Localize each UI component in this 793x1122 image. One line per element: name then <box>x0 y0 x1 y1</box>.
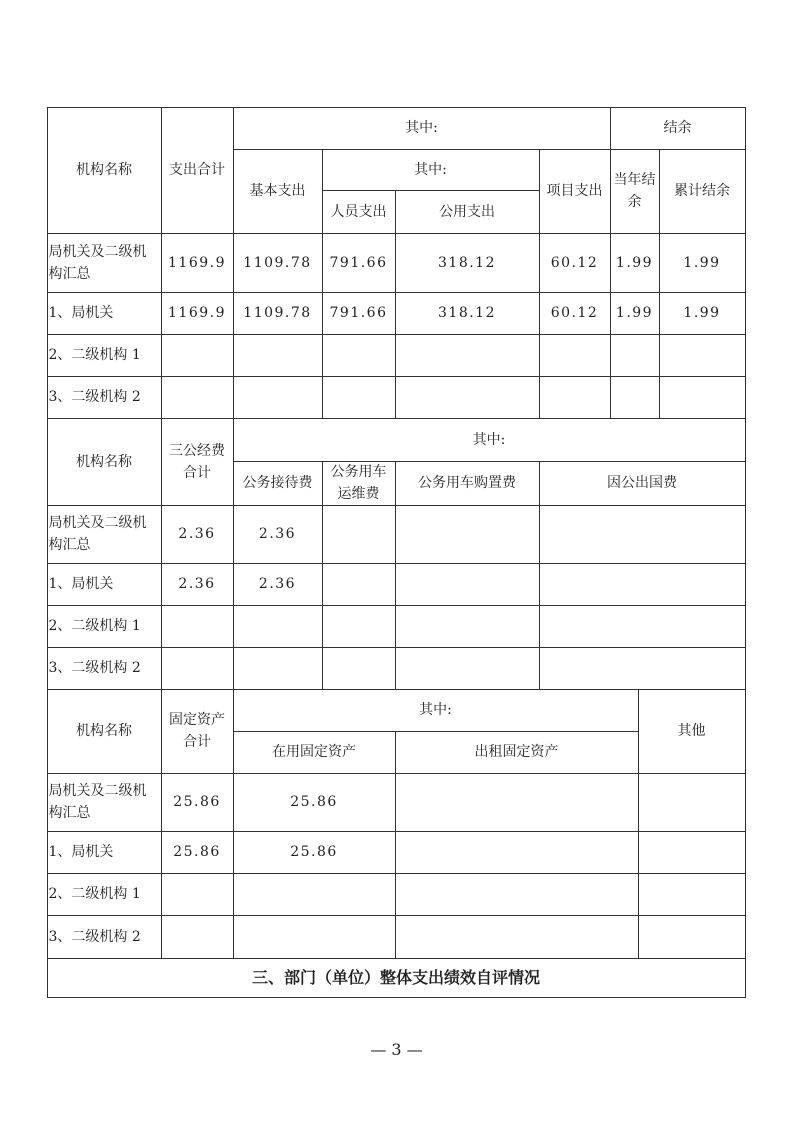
table-cell <box>161 376 234 419</box>
section-title: 三、部门（单位）整体支出绩效自评情况 <box>47 958 746 998</box>
table-cell: 60.12 <box>539 292 611 335</box>
table-cell <box>395 873 639 916</box>
table-cell <box>395 376 540 419</box>
table-cell <box>161 915 234 959</box>
table-cell: 2.36 <box>233 505 323 564</box>
row-org-name: 2、二级机构 1 <box>47 334 162 377</box>
row-org-name: 1、局机关 <box>47 831 162 874</box>
table-cell: 25.86 <box>161 773 234 832</box>
table-cell <box>610 334 660 377</box>
table-cell: 2.36 <box>161 505 234 564</box>
table-cell <box>322 334 396 377</box>
table-cell <box>638 915 746 959</box>
table-cell: 1109.78 <box>233 233 323 293</box>
table-cell <box>161 334 234 377</box>
row-org-name: 3、二级机构 2 <box>47 376 162 419</box>
table-cell <box>395 605 540 648</box>
table-cell <box>233 334 323 377</box>
table-cell <box>322 563 396 606</box>
table-cell: 1109.78 <box>233 292 323 335</box>
header-fixed-assets-total: 固定资产合计 <box>161 689 234 774</box>
table-cell <box>395 915 639 959</box>
table-cell <box>322 647 396 690</box>
table-cell <box>539 605 746 648</box>
row-org-name: 局机关及二级机构汇总 <box>47 233 162 293</box>
table-cell <box>233 647 323 690</box>
table-cell: 25.86 <box>233 831 396 874</box>
header-public-expenditure: 公用支出 <box>395 190 540 234</box>
table-cell <box>161 873 234 916</box>
table-cell <box>539 505 746 564</box>
table-cell <box>395 563 540 606</box>
table-cell: 1.99 <box>610 233 660 293</box>
table-cell <box>659 376 746 419</box>
header-overseas-fee: 因公出国费 <box>539 461 746 506</box>
table-cell <box>395 831 639 874</box>
table-cell <box>610 376 660 419</box>
table-cell <box>322 505 396 564</box>
header-car-purchase-fee: 公务用车购置费 <box>395 461 540 506</box>
header-in-use-assets: 在用固定资产 <box>233 731 396 774</box>
table-cell: 318.12 <box>395 292 540 335</box>
table-cell: 25.86 <box>161 831 234 874</box>
table-cell <box>395 334 540 377</box>
header-three-public-total: 三公经费合计 <box>161 418 234 506</box>
table-cell: 1169.9 <box>161 233 234 293</box>
table-cell: 1.99 <box>610 292 660 335</box>
table-cell <box>539 376 611 419</box>
header-rented-assets: 出租固定资产 <box>395 731 639 774</box>
header-basic-expenditure: 基本支出 <box>233 149 323 234</box>
table-cell: 25.86 <box>233 773 396 832</box>
row-org-name: 局机关及二级机构汇总 <box>47 505 162 564</box>
table-cell: 1.99 <box>659 292 746 335</box>
table-cell <box>322 605 396 648</box>
table-cell <box>233 873 396 916</box>
header-org-name: 机构名称 <box>47 689 162 774</box>
header-balance: 结余 <box>610 107 746 150</box>
table-cell: 60.12 <box>539 233 611 293</box>
row-org-name: 2、二级机构 1 <box>47 873 162 916</box>
table-cell <box>233 915 396 959</box>
page-number: — 3 — <box>370 1040 423 1059</box>
table-cell <box>539 647 746 690</box>
table-cell <box>638 773 746 832</box>
header-total-expenditure: 支出合计 <box>161 107 234 234</box>
table-cell <box>161 647 234 690</box>
header-of-which: 其中: <box>233 107 611 150</box>
table-cell <box>539 334 611 377</box>
header-of-which: 其中: <box>233 418 746 462</box>
row-org-name: 1、局机关 <box>47 292 162 335</box>
header-org-name: 机构名称 <box>47 107 162 234</box>
table-cell <box>395 647 540 690</box>
table-cell <box>233 376 323 419</box>
table-cell <box>539 563 746 606</box>
header-org-name: 机构名称 <box>47 418 162 506</box>
table-cell <box>638 831 746 874</box>
table-cell: 2.36 <box>161 563 234 606</box>
table-cell: 791.66 <box>322 233 396 293</box>
table-cell <box>161 605 234 648</box>
row-org-name: 局机关及二级机构汇总 <box>47 773 162 832</box>
row-org-name: 3、二级机构 2 <box>47 915 162 959</box>
table-cell: 1.99 <box>659 233 746 293</box>
table-cell: 2.36 <box>233 563 323 606</box>
row-org-name: 3、二级机构 2 <box>47 647 162 690</box>
table-cell: 1169.9 <box>161 292 234 335</box>
row-org-name: 2、二级机构 1 <box>47 605 162 648</box>
row-org-name: 1、局机关 <box>47 563 162 606</box>
header-cumulative-balance: 累计结余 <box>659 149 746 234</box>
header-of-which: 其中: <box>233 689 639 732</box>
header-personnel-expenditure: 人员支出 <box>322 190 396 234</box>
header-car-maintenance-fee: 公务用车运维费 <box>322 461 396 506</box>
table-cell <box>233 605 323 648</box>
header-other: 其他 <box>638 689 746 774</box>
header-project-expenditure: 项目支出 <box>539 149 611 234</box>
table-cell <box>395 505 540 564</box>
header-of-which: 其中: <box>322 149 540 191</box>
table-cell <box>659 334 746 377</box>
table-cell: 318.12 <box>395 233 540 293</box>
table-cell <box>638 873 746 916</box>
table-cell <box>322 376 396 419</box>
header-current-year-balance: 当年结余 <box>610 149 660 234</box>
table-cell <box>395 773 639 832</box>
table-cell: 791.66 <box>322 292 396 335</box>
header-reception-fee: 公务接待费 <box>233 461 323 506</box>
